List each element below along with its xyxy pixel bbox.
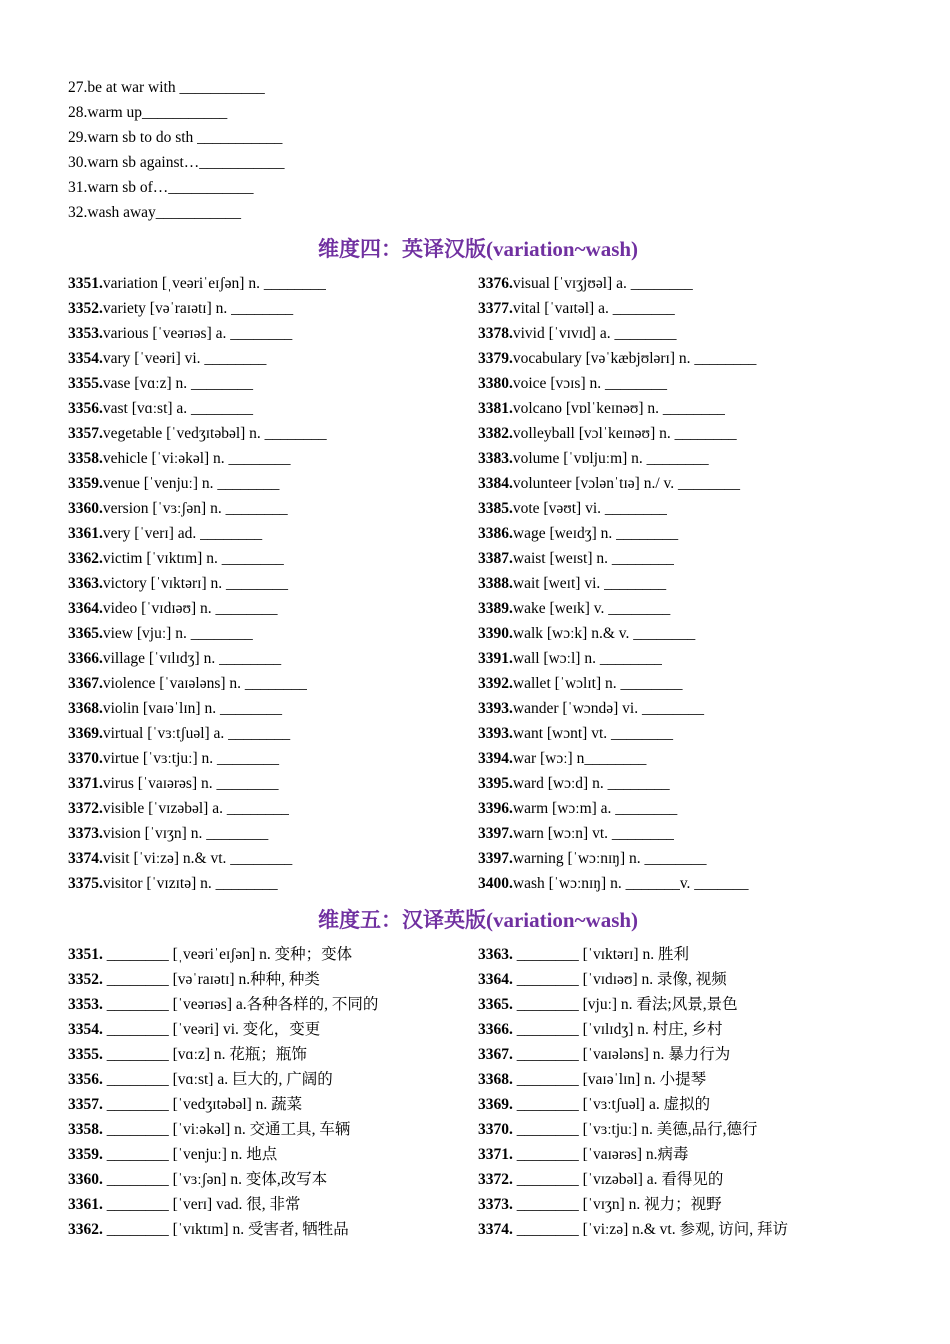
vocab-entry bbox=[478, 1017, 888, 1042]
entry-text: ________ [ˈvaɪələns] n. 暴力行为 bbox=[512, 1046, 731, 1063]
vocab-entry bbox=[478, 942, 888, 967]
entry-text: view [vjuː] n. ________ bbox=[102, 625, 253, 642]
entry-text: warn [wɔːn] vt. ________ bbox=[512, 825, 674, 842]
entry-text: volume [ˈvɒljuːm] n. ________ bbox=[512, 450, 709, 467]
entry-text: wait [weɪt] vi. ________ bbox=[512, 575, 667, 592]
vocab-entry bbox=[68, 646, 478, 671]
vocab-entry bbox=[478, 1042, 888, 1067]
entry-text: very [ˈverɪ] ad. ________ bbox=[102, 525, 263, 542]
entry-number: 3356. bbox=[68, 1071, 103, 1088]
entry-text: visitor [ˈvɪzɪtə] n. ________ bbox=[102, 875, 278, 892]
entry-text: wall [wɔːl] n. ________ bbox=[512, 650, 662, 667]
entry-number: 3357. bbox=[68, 425, 103, 442]
entry-text: ________ [ˈvɪzəbəl] a. 看得见的 bbox=[512, 1171, 724, 1188]
entry-number: 3354. bbox=[68, 350, 103, 367]
entry-text: ________ [ˈvɪktɪm] n. 受害者, 牺牲品 bbox=[102, 1221, 349, 1238]
vocab-entry bbox=[68, 967, 478, 992]
entry-number: 3358. bbox=[68, 450, 103, 467]
vocab-entry bbox=[68, 721, 478, 746]
entry-number: 3369. bbox=[68, 725, 103, 742]
entry-text: ________ [ˈviːzə] n.& vt. 参观, 访问, 拜访 bbox=[512, 1221, 788, 1238]
entry-text: virus [ˈvaɪərəs] n. ________ bbox=[102, 775, 279, 792]
vocab-entry bbox=[68, 796, 478, 821]
entry-text: wash [ˈwɔːnɪŋ] n. _______v. _______ bbox=[512, 875, 749, 892]
section4-left-column bbox=[68, 271, 478, 896]
entry-text: vital [ˈvaɪtəl] a. ________ bbox=[512, 300, 675, 317]
entry-text: various [ˈveərɪəs] a. ________ bbox=[102, 325, 293, 342]
phrase-item: 31.warn sb of…___________ bbox=[68, 179, 254, 196]
vocab-entry bbox=[68, 846, 478, 871]
vocab-entry bbox=[68, 992, 478, 1017]
entry-number: 3364. bbox=[68, 600, 103, 617]
vocab-entry bbox=[68, 771, 478, 796]
vocab-entry bbox=[478, 621, 888, 646]
entry-number: 3400. bbox=[478, 875, 513, 892]
entry-number: 3353. bbox=[68, 996, 103, 1013]
entry-text: vehicle [ˈviːəkəl] n. ________ bbox=[102, 450, 291, 467]
entry-text: volleyball [vɔlˈkeɪnəʊ] n. ________ bbox=[512, 425, 737, 442]
entry-number: 3368. bbox=[478, 1071, 513, 1088]
entry-number: 3371. bbox=[478, 1146, 513, 1163]
vocab-entry bbox=[68, 671, 478, 696]
phrase-item: 29.warn sb to do sth ___________ bbox=[68, 129, 283, 146]
entry-number: 3369. bbox=[478, 1096, 513, 1113]
entry-text: ________ [vəˈraɪətɪ] n.种种, 种类 bbox=[102, 971, 320, 988]
entry-text: village [ˈvɪlɪdʒ] n. ________ bbox=[102, 650, 282, 667]
entry-text: victory [ˈvɪktərɪ] n. ________ bbox=[102, 575, 288, 592]
entry-text: warning [ˈwɔːnɪŋ] n. ________ bbox=[512, 850, 707, 867]
vocab-entry bbox=[478, 796, 888, 821]
entry-text: ________ [ˈvɪlɪdʒ] n. 村庄, 乡村 bbox=[512, 1021, 723, 1038]
entry-number: 3359. bbox=[68, 1146, 103, 1163]
vocab-entry bbox=[478, 1092, 888, 1117]
entry-text: ________ [ˌveəriˈeɪʃən] n. 变种；变体 bbox=[102, 946, 353, 963]
vocab-entry bbox=[478, 646, 888, 671]
vocab-entry bbox=[478, 271, 888, 296]
entry-number: 3366. bbox=[478, 1021, 513, 1038]
entry-text: ________ [ˈveərɪəs] a.各种各样的, 不同的 bbox=[102, 996, 379, 1013]
entry-text: vocabulary [vəˈkæbjʊlərɪ] n. ________ bbox=[512, 350, 757, 367]
section5-columns bbox=[68, 942, 888, 1242]
entry-number: 3355. bbox=[68, 375, 103, 392]
entry-text: virtual [ˈvɜːtʃuəl] a. ________ bbox=[102, 725, 291, 742]
vocab-entry bbox=[68, 1117, 478, 1142]
entry-number: 3386. bbox=[478, 525, 513, 542]
vocab-entry bbox=[68, 1167, 478, 1192]
entry-text: ________ [ˈvɪdɪəʊ] n. 录像, 视频 bbox=[512, 971, 727, 988]
entry-number: 3390. bbox=[478, 625, 513, 642]
entry-text: volunteer [vɔlənˈtɪə] n./ v. ________ bbox=[512, 475, 741, 492]
vocab-entry bbox=[68, 521, 478, 546]
vocab-entry bbox=[68, 1067, 478, 1092]
entry-number: 3396. bbox=[478, 800, 513, 817]
vocab-entry bbox=[68, 1092, 478, 1117]
entry-number: 3387. bbox=[478, 550, 513, 567]
entry-number: 3375. bbox=[68, 875, 103, 892]
entry-number: 3384. bbox=[478, 475, 513, 492]
entry-number: 3393. bbox=[478, 725, 513, 742]
entry-text: ________ [vaɪəˈlɪn] n. 小提琴 bbox=[512, 1071, 707, 1088]
vocab-entry bbox=[68, 942, 478, 967]
entry-number: 3373. bbox=[478, 1196, 513, 1213]
vocab-entry bbox=[68, 296, 478, 321]
entry-number: 3371. bbox=[68, 775, 103, 792]
vocab-entry bbox=[478, 1142, 888, 1167]
entry-number: 3358. bbox=[68, 1121, 103, 1138]
entry-text: ________ [ˈvenjuː] n. 地点 bbox=[102, 1146, 278, 1163]
entry-number: 3388. bbox=[478, 575, 513, 592]
entry-text: vivid [ˈvɪvɪd] a. ________ bbox=[512, 325, 677, 342]
entry-number: 3367. bbox=[68, 675, 103, 692]
entry-text: variation [ˌveəriˈeɪʃən] n. ________ bbox=[102, 275, 326, 292]
vocab-entry bbox=[478, 771, 888, 796]
vocab-entry bbox=[68, 821, 478, 846]
vocab-entry bbox=[478, 1217, 888, 1242]
entry-number: 3381. bbox=[478, 400, 513, 417]
entry-number: 3362. bbox=[68, 1221, 103, 1238]
entry-number: 3393. bbox=[478, 700, 513, 717]
vocab-entry bbox=[68, 346, 478, 371]
vocab-entry bbox=[478, 992, 888, 1017]
vocab-entry bbox=[478, 671, 888, 696]
vocab-entry bbox=[478, 421, 888, 446]
entry-number: 3355. bbox=[68, 1046, 103, 1063]
vocab-entry bbox=[478, 396, 888, 421]
entry-text: variety [vəˈraɪətɪ] n. ________ bbox=[102, 300, 294, 317]
vocab-entry bbox=[478, 846, 888, 871]
entry-text: violin [vaɪəˈlɪn] n. ________ bbox=[102, 700, 282, 717]
vocab-entry bbox=[478, 746, 888, 771]
entry-text: ________ [ˈveəri] vi. 变化，变更 bbox=[102, 1021, 321, 1038]
entry-number: 3363. bbox=[478, 946, 513, 963]
entry-text: visual [ˈvɪʒjʊəl] a. ________ bbox=[512, 275, 693, 292]
vocab-entry bbox=[68, 571, 478, 596]
section4-right-column bbox=[478, 271, 888, 896]
vocab-entry bbox=[478, 471, 888, 496]
entry-text: virtue [ˈvɜːtjuː] n. ________ bbox=[102, 750, 279, 767]
entry-text: ________ [ˈvaɪərəs] n.病毒 bbox=[512, 1146, 689, 1163]
entry-number: 3397. bbox=[478, 825, 513, 842]
vocab-entry bbox=[478, 521, 888, 546]
vocab-entry bbox=[68, 396, 478, 421]
entry-number: 3352. bbox=[68, 971, 103, 988]
document-page bbox=[68, 75, 888, 1242]
entry-number: 3379. bbox=[478, 350, 513, 367]
entry-text: volcano [vɒlˈkeɪnəʊ] n. ________ bbox=[512, 400, 725, 417]
vocab-entry bbox=[478, 296, 888, 321]
vocab-entry bbox=[68, 371, 478, 396]
entry-number: 3383. bbox=[478, 450, 513, 467]
entry-number: 3353. bbox=[68, 325, 103, 342]
entry-number: 3374. bbox=[478, 1221, 513, 1238]
entry-text: wake [weɪk] v. ________ bbox=[512, 600, 671, 617]
entry-text: vast [vɑːst] a. ________ bbox=[102, 400, 254, 417]
entry-number: 3378. bbox=[478, 325, 513, 342]
entry-text: vote [vəʊt] vi. ________ bbox=[512, 500, 667, 517]
entry-number: 3391. bbox=[478, 650, 513, 667]
entry-number: 3373. bbox=[68, 825, 103, 842]
entry-text: ________ [ˈvɪʒn] n. 视力；视野 bbox=[512, 1196, 722, 1213]
entry-number: 3370. bbox=[68, 750, 103, 767]
entry-number: 3395. bbox=[478, 775, 513, 792]
entry-text: ________ [ˈvedʒɪtəbəl] n. 蔬菜 bbox=[102, 1096, 303, 1113]
entry-number: 3385. bbox=[478, 500, 513, 517]
entry-number: 3363. bbox=[68, 575, 103, 592]
entry-text: ________ [vɑːz] n. 花瓶；瓶饰 bbox=[102, 1046, 307, 1063]
entry-text: ________ [ˈvɜːtʃuəl] a. 虚拟的 bbox=[512, 1096, 711, 1113]
entry-text: wage [weɪdʒ] n. ________ bbox=[512, 525, 679, 542]
entry-text: vase [vɑːz] n. ________ bbox=[102, 375, 254, 392]
vocab-entry bbox=[478, 1067, 888, 1092]
entry-text: visit [ˈviːzə] n.& vt. ________ bbox=[102, 850, 293, 867]
section5-title: 维度五：汉译英版(variation~wash) bbox=[317, 908, 639, 932]
entry-number: 3380. bbox=[478, 375, 513, 392]
entry-number: 3352. bbox=[68, 300, 103, 317]
entry-number: 3366. bbox=[68, 650, 103, 667]
entry-number: 3374. bbox=[68, 850, 103, 867]
entry-number: 3372. bbox=[478, 1171, 513, 1188]
entry-number: 3397. bbox=[478, 850, 513, 867]
vocab-entry bbox=[478, 696, 888, 721]
vocab-entry bbox=[68, 1217, 478, 1242]
vocab-entry bbox=[478, 346, 888, 371]
vocab-entry bbox=[68, 746, 478, 771]
entry-text: venue [ˈvenjuː] n. ________ bbox=[102, 475, 280, 492]
entry-text: ________ [ˈverɪ] vad. 很, 非常 bbox=[102, 1196, 301, 1213]
section4-title: 维度四：英译汉版(variation~wash) bbox=[317, 237, 639, 261]
entry-number: 3359. bbox=[68, 475, 103, 492]
entry-text: victim [ˈvɪktɪm] n. ________ bbox=[102, 550, 284, 567]
vocab-entry bbox=[478, 321, 888, 346]
vocab-entry bbox=[68, 471, 478, 496]
vocab-entry bbox=[68, 1042, 478, 1067]
entry-number: 3354. bbox=[68, 1021, 103, 1038]
entry-number: 3372. bbox=[68, 800, 103, 817]
vocab-entry bbox=[68, 696, 478, 721]
vocab-entry bbox=[68, 596, 478, 621]
entry-number: 3351. bbox=[68, 275, 103, 292]
vocab-entry bbox=[68, 496, 478, 521]
entry-text: walk [wɔːk] n.& v. ________ bbox=[512, 625, 696, 642]
entry-number: 3370. bbox=[478, 1121, 513, 1138]
entry-text: vary [ˈveəri] vi. ________ bbox=[102, 350, 267, 367]
vocab-entry bbox=[68, 1142, 478, 1167]
vocab-entry bbox=[68, 321, 478, 346]
entry-text: warm [wɔːm] a. ________ bbox=[512, 800, 678, 817]
entry-number: 3376. bbox=[478, 275, 513, 292]
entry-number: 3365. bbox=[68, 625, 103, 642]
phrase-item: 28.warm up___________ bbox=[68, 104, 228, 121]
entry-text: vision [ˈvɪʒn] n. ________ bbox=[102, 825, 269, 842]
vocab-entry bbox=[68, 1192, 478, 1217]
phrase-item: 32.wash away___________ bbox=[68, 204, 242, 221]
vocab-entry bbox=[478, 571, 888, 596]
vocab-entry bbox=[478, 967, 888, 992]
vocab-entry bbox=[478, 871, 888, 896]
entry-text: ________ [vjuː] n. 看法;风景,景色 bbox=[512, 996, 738, 1013]
entry-number: 3389. bbox=[478, 600, 513, 617]
entry-text: vegetable [ˈvedʒɪtəbəl] n. ________ bbox=[102, 425, 327, 442]
section4-columns bbox=[68, 271, 888, 896]
vocab-entry bbox=[68, 871, 478, 896]
entry-text: version [ˈvɜːʃən] n. ________ bbox=[102, 500, 288, 517]
vocab-entry bbox=[478, 371, 888, 396]
entry-text: war [wɔː] n________ bbox=[512, 750, 647, 767]
entry-number: 3361. bbox=[68, 525, 103, 542]
vocab-entry bbox=[478, 446, 888, 471]
vocab-entry bbox=[478, 496, 888, 521]
entry-number: 3382. bbox=[478, 425, 513, 442]
vocab-entry bbox=[478, 1192, 888, 1217]
phrase-list bbox=[68, 75, 888, 225]
entry-text: ________ [ˈviːəkəl] n. 交通工具, 车辆 bbox=[102, 1121, 351, 1138]
vocab-entry bbox=[68, 546, 478, 571]
entry-number: 3356. bbox=[68, 400, 103, 417]
entry-text: video [ˈvɪdɪəʊ] n. ________ bbox=[102, 600, 278, 617]
entry-text: wallet [ˈwɔlɪt] n. ________ bbox=[512, 675, 683, 692]
phrase-item: 27.be at war with ___________ bbox=[68, 79, 265, 96]
entry-number: 3360. bbox=[68, 500, 103, 517]
entry-text: waist [weɪst] n. ________ bbox=[512, 550, 674, 567]
vocab-entry bbox=[478, 546, 888, 571]
entry-number: 3351. bbox=[68, 946, 103, 963]
entry-number: 3364. bbox=[478, 971, 513, 988]
entry-number: 3361. bbox=[68, 1196, 103, 1213]
entry-text: voice [vɔɪs] n. ________ bbox=[512, 375, 667, 392]
entry-number: 3365. bbox=[478, 996, 513, 1013]
entry-text: violence [ˈvaɪələns] n. ________ bbox=[102, 675, 307, 692]
entry-text: ward [wɔːd] n. ________ bbox=[512, 775, 670, 792]
vocab-entry bbox=[478, 721, 888, 746]
vocab-entry bbox=[68, 446, 478, 471]
section5-right-column bbox=[478, 942, 888, 1242]
phrase-item: 30.warn sb against…___________ bbox=[68, 154, 285, 171]
entry-number: 3367. bbox=[478, 1046, 513, 1063]
entry-text: visible [ˈvɪzəbəl] a. ________ bbox=[102, 800, 289, 817]
vocab-entry bbox=[68, 421, 478, 446]
vocab-entry bbox=[478, 1117, 888, 1142]
entry-number: 3357. bbox=[68, 1096, 103, 1113]
vocab-entry bbox=[478, 1167, 888, 1192]
entry-text: ________ [ˈvɜːtjuː] n. 美德,品行,德行 bbox=[512, 1121, 758, 1138]
entry-number: 3368. bbox=[68, 700, 103, 717]
entry-number: 3377. bbox=[478, 300, 513, 317]
vocab-entry bbox=[68, 271, 478, 296]
entry-number: 3360. bbox=[68, 1171, 103, 1188]
entry-number: 3392. bbox=[478, 675, 513, 692]
entry-text: ________ [ˈvɪktərɪ] n. 胜利 bbox=[512, 946, 689, 963]
entry-text: ________ [vɑːst] a. 巨大的, 广阔的 bbox=[102, 1071, 333, 1088]
vocab-entry bbox=[68, 621, 478, 646]
vocab-entry bbox=[68, 1017, 478, 1042]
entry-text: ________ [ˈvɜːʃən] n. 变体,改写本 bbox=[102, 1171, 328, 1188]
entry-text: want [wɔnt] vt. ________ bbox=[512, 725, 674, 742]
vocab-entry bbox=[478, 821, 888, 846]
entry-text: wander [ˈwɔndə] vi. ________ bbox=[512, 700, 704, 717]
entry-number: 3394. bbox=[478, 750, 513, 767]
vocab-entry bbox=[478, 596, 888, 621]
entry-number: 3362. bbox=[68, 550, 103, 567]
section5-left-column bbox=[68, 942, 478, 1242]
